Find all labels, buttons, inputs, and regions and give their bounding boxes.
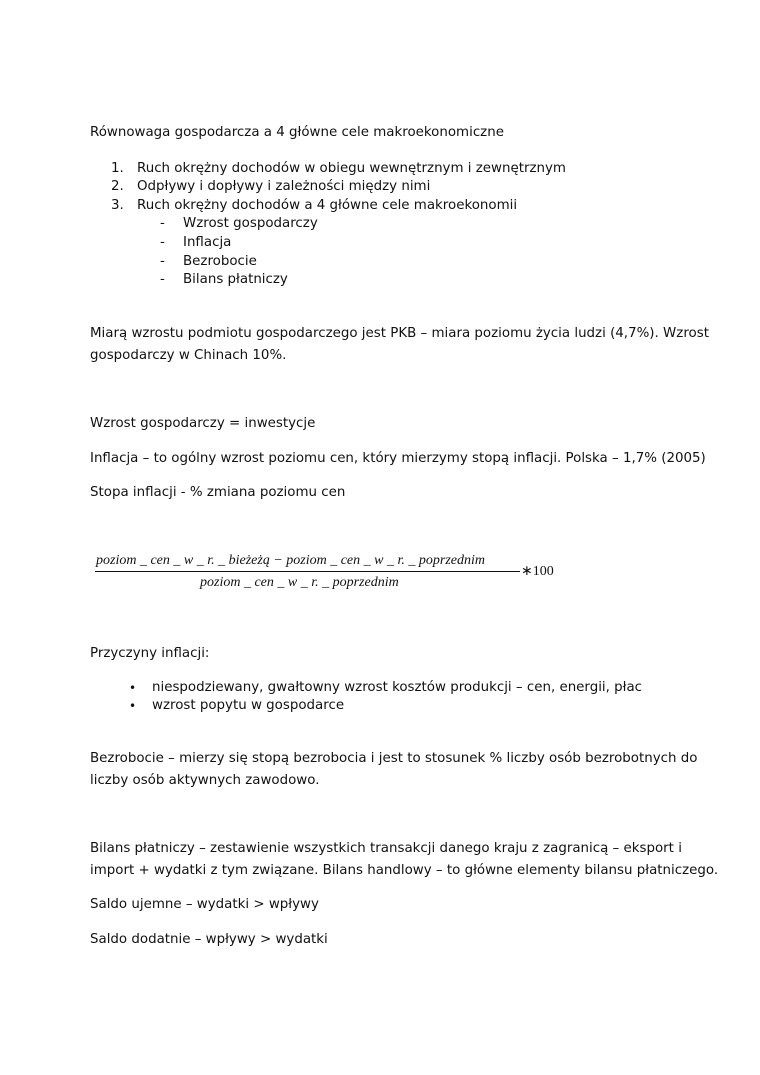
bullet-marker: • xyxy=(129,681,137,695)
pkb-paragraph-line-1: Miarą wzrostu podmiotu gospodarczego jest PKB – miara poziomu życia ludzi (4,7%). Wzrost xyxy=(90,326,709,341)
list-item-text: wzrost popytu w gospodarce xyxy=(152,698,345,713)
list-item-text: niespodziewany, gwałtowny wzrost kosztów produkcji – cen, energii, płac xyxy=(152,680,643,695)
growth-paragraph: Wzrost gospodarczy = inwestycje xyxy=(90,416,316,431)
pkb-paragraph-line-2: gospodarczy w Chinach 10%. xyxy=(90,348,287,363)
sub-list-text: Wzrost gospodarczy xyxy=(183,216,318,231)
dash-marker: - xyxy=(160,216,165,231)
list-item-text: Odpływy i dopływy i zależności między nimi xyxy=(137,179,431,194)
balance-paragraph-line-1: Bilans płatniczy – zestawienie wszystkich transakcji danego kraju z zagranicą – eksport i xyxy=(90,841,682,856)
sub-list-text: Bilans płatniczy xyxy=(183,272,288,287)
document-heading: Równowaga gospodarcza a 4 główne cele makroekonomiczne xyxy=(90,125,504,140)
negative-balance-paragraph: Saldo ujemne – wydatki > wpływy xyxy=(90,897,319,912)
bullet-marker: • xyxy=(129,699,137,713)
list-number: 2. xyxy=(111,179,124,194)
sub-list-text: Inflacja xyxy=(183,235,232,250)
formula-fraction-bar xyxy=(95,571,520,572)
inflation-paragraph: Inflacja – to ogólny wzrost poziomu cen, który mierzymy stopą inflacji. Polska – 1,7% (2005) xyxy=(90,451,706,466)
list-item-text: Ruch okrężny dochodów a 4 główne cele makroekonomii xyxy=(137,198,518,213)
unemployment-paragraph-line-2: liczby osób aktywnych zawodowo. xyxy=(90,773,320,788)
causes-title: Przyczyny inflacji: xyxy=(90,646,210,661)
list-item-text: Ruch okrężny dochodów w obiegu wewnętrznym i zewnętrznym xyxy=(137,161,566,176)
sub-list-text: Bezrobocie xyxy=(183,254,257,269)
positive-balance-paragraph: Saldo dodatnie – wpływy > wydatki xyxy=(90,932,328,947)
unemployment-paragraph-line-1: Bezrobocie – mierzy się stopą bezrobocia i jest to stosunek % liczby osób bezrobotnych do xyxy=(90,751,698,766)
dash-marker: - xyxy=(160,272,165,287)
formula-denominator: poziom _ cen _ w _ r. _ poprzednim xyxy=(200,575,399,590)
list-number: 1. xyxy=(111,161,124,176)
formula-numerator: poziom _ cen _ w _ r. _ bieżeżą − poziom _ cen _ w _ r. _ poprzednim xyxy=(96,553,485,568)
dash-marker: - xyxy=(160,254,165,269)
dash-marker: - xyxy=(160,235,165,250)
balance-paragraph-line-2: import + wydatki z tym związane. Bilans handlowy – to główne elementy bilansu płatniczego. xyxy=(90,863,719,878)
formula-multiplier: ∗100 xyxy=(521,564,554,579)
inflation-rate-paragraph: Stopa inflacji - % zmiana poziomu cen xyxy=(90,485,346,500)
list-number: 3. xyxy=(111,198,124,213)
